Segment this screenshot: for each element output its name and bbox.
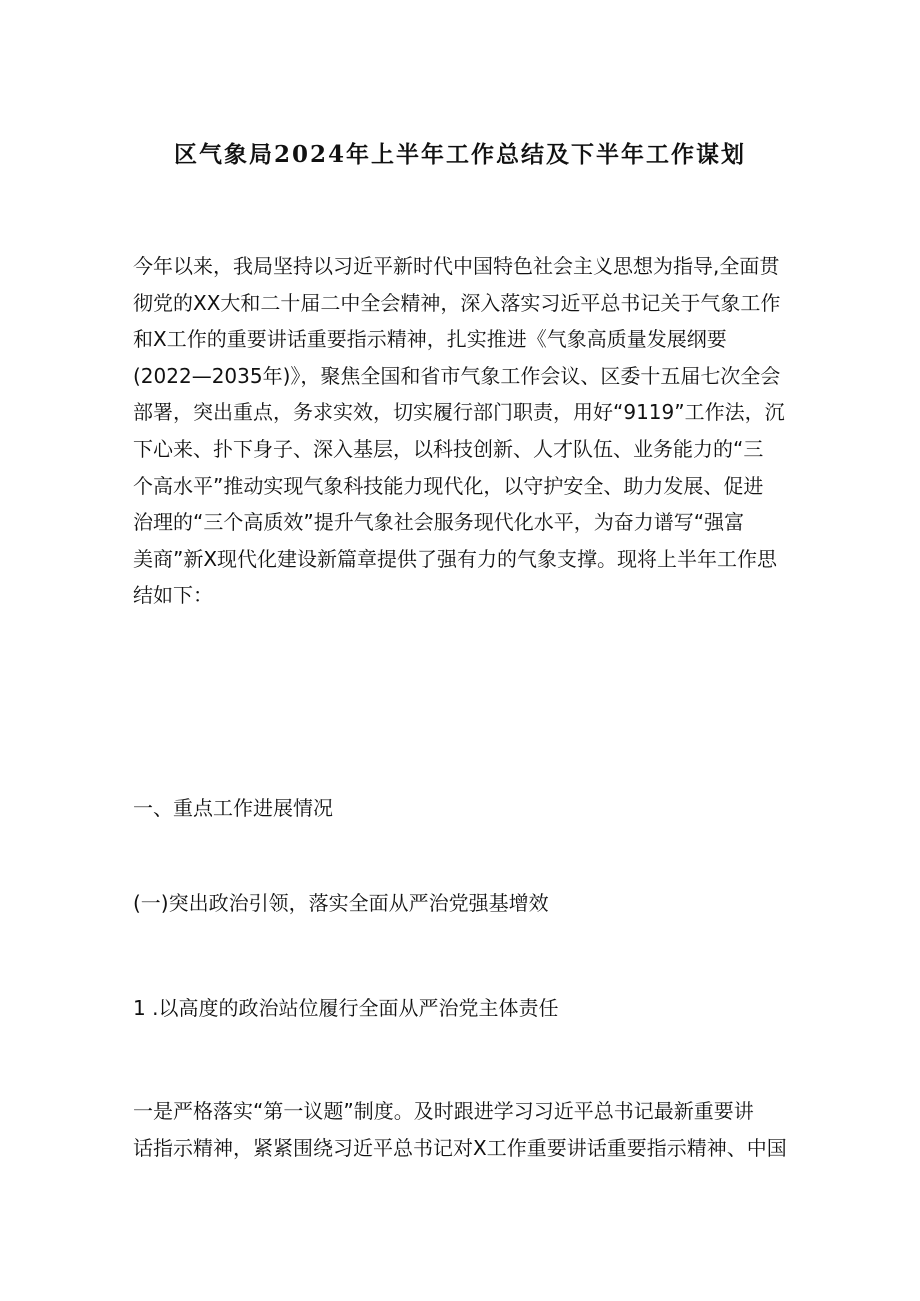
intro-line: 美商”新X现代化建设新篇章提供了强有力的气象支撑。现将上半年工作思: [133, 546, 778, 571]
intro-line: 下心来、扑下身子、深入基层，以科技创新、人才队伍、业务能力的“三: [133, 436, 764, 461]
intro-line: 治理的“三个高质效”提升气象社会服务现代化水平，为奋力谱写“强富: [133, 510, 745, 535]
intro-line: 结如下：: [133, 583, 213, 608]
intro-line: 个高水平”推动实现气象科技能力现代化，以守护安全、助力发展、促进: [133, 473, 764, 498]
intro-line: (2022—2035年)》，聚焦全国和省市气象工作会议、区委十五届七次全会: [133, 363, 781, 388]
item-line: 话指示精神，紧紧围绕习近平总书记对X工作重要讲话重要指示精神、中国: [133, 1135, 787, 1160]
item-paragraph: [133, 1093, 793, 1166]
intro-paragraph: [133, 248, 793, 614]
intro-line: 部署，突出重点，务求实效，切实履行部门职责，用好“9119”工作法，沉: [133, 400, 785, 425]
document-title: 区气象局2024年上半年工作总结及下半年工作谋划: [173, 141, 746, 168]
intro-line: 和X工作的重要讲话重要指示精神，扎实推进《气象高质量发展纲要: [133, 327, 727, 352]
intro-line: 今年以来，我局坚持以习近平新时代中国特色社会主义思想为指导,全面贯: [133, 254, 780, 278]
item-heading: 1 .以高度的政治站位履行全面从严治党主体责任: [133, 996, 559, 1020]
item-line: 一是严格落实“第一议题”制度。及时跟进学习习近平总书记最新重要讲: [133, 1099, 754, 1123]
section-heading: 一、重点工作进展情况: [133, 796, 333, 820]
intro-line: 彻党的XX大和二十届二中全会精神，深入落实习近平总书记关于气象工作: [133, 290, 781, 315]
subsection-heading: (一)突出政治引领，落实全面从严治党强基增效: [133, 891, 549, 915]
